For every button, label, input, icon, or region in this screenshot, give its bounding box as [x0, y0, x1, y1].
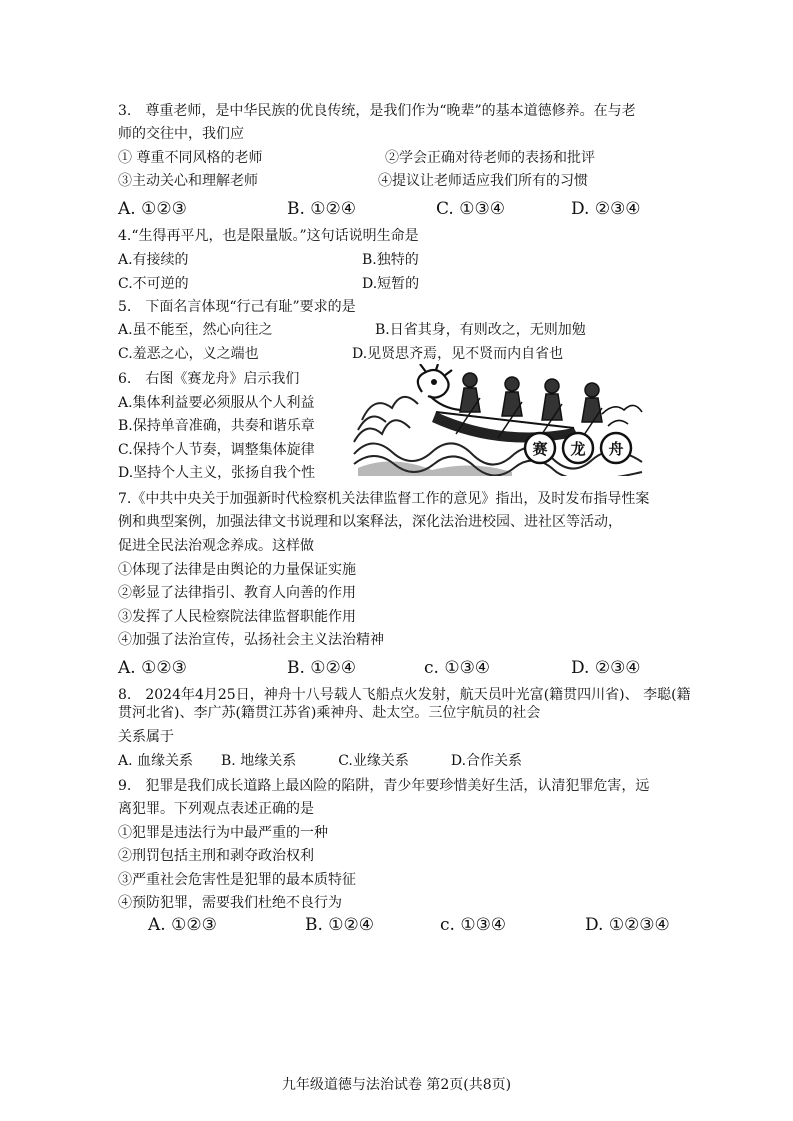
- q7-choice-b: B. ①②④: [287, 658, 357, 678]
- q7-stem-line2: 例和典型案例，加强法律文书说理和以案释法，深化法治进校园、进社区等活动，: [118, 514, 622, 530]
- q3-choice-b: B. ①②④: [287, 199, 357, 219]
- q9-option-4: ④预防犯罪，需要我们杜绝不良行为: [118, 895, 342, 911]
- dragon-boat-title-char-1: 赛: [532, 440, 548, 458]
- q7-option-1: ①体现了法律是由舆论的力量保证实施: [118, 562, 356, 578]
- dragon-boat-illustration: [352, 364, 644, 476]
- q6-choice-b: B.保持单音准确，共奏和谐乐章: [118, 418, 315, 434]
- q7-choice-c: c. ①③④: [424, 658, 491, 678]
- q3-option-3: ③主动关心和理解老师: [118, 173, 258, 189]
- q9-choice-b: B. ①②④: [305, 915, 375, 935]
- q9-stem-line1: 9. 犯罪是我们成长道路上最凶险的陷阱，青少年要珍惜美好生活，认清犯罪危害，远: [118, 778, 650, 794]
- dragon-boat-title-char-2: 龙: [570, 440, 586, 458]
- q9-choice-d: D. ①②③④: [585, 915, 670, 935]
- q5-choice-d: D.见贤思齐焉，见不贤而内自省也: [352, 346, 564, 362]
- q3-stem-line2: 师的交往中，我们应: [118, 126, 244, 142]
- q5-choice-a: A.虽不能至，然心向往之: [118, 322, 273, 338]
- q7-option-4: ④加强了法治宣传，弘扬社会主义法治精神: [118, 632, 384, 648]
- q9-stem-line2: 离犯罪。下列观点表述正确的是: [118, 801, 314, 817]
- q4-choice-b: B.独特的: [362, 252, 419, 268]
- q8-stem-line2: 贯河北省)、李广苏(籍贯江苏省)乘神舟、赴太空。三位宇航员的社会: [118, 705, 541, 721]
- q9-option-1: ①犯罪是违法行为中最严重的一种: [118, 825, 328, 841]
- dragon-boat-title-char-3: 舟: [608, 440, 624, 458]
- q7-option-3: ③发挥了人民检察院法律监督职能作用: [118, 609, 356, 625]
- q6-stem: 6. 右图《赛龙舟》启示我们: [118, 371, 300, 387]
- q7-stem-line3: 促进全民法治观念养成。这样做: [118, 538, 314, 554]
- q5-stem: 5. 下面名言体现“行己有耻”要求的是: [118, 299, 356, 315]
- q9-choice-c: c. ①③④: [440, 915, 507, 935]
- q8-stem-line3: 关系属于: [118, 729, 174, 745]
- q3-option-4: ④提议让老师适应我们所有的习惯: [378, 173, 588, 189]
- q9-choice-a: A. ①②③: [148, 915, 217, 935]
- q7-option-2: ②彰显了法律指引、教育人向善的作用: [118, 585, 356, 601]
- q6-choice-c: C.保持个人节奏，调整集体旋律: [118, 442, 315, 458]
- q5-choice-b: B.日省其身，有则改之，无则加勉: [375, 322, 586, 338]
- q7-choice-d: D. ②③④: [571, 658, 641, 678]
- q3-stem-line1: 3. 尊重老师，是中华民族的优良传统，是我们作为“晚辈”的基本道德修养。在与老: [118, 103, 636, 119]
- q4-choice-a: A.有接续的: [118, 252, 189, 268]
- q3-choice-a: A. ①②③: [118, 199, 187, 219]
- q8-choices: A. 血缘关系 B. 地缘关系 C.业缘关系 D.合作关系: [118, 753, 523, 769]
- q3-choice-d: D. ②③④: [571, 199, 641, 219]
- q6-choice-d: D.坚持个人主义，张扬自我个性: [118, 465, 316, 481]
- q3-option-2: ②学会正确对待老师的表扬和批评: [385, 150, 595, 166]
- page-footer: 九年级道德与法治试卷 第2页(共8页): [281, 1077, 512, 1093]
- q3-option-1: ① 尊重不同风格的老师: [118, 150, 263, 166]
- q3-choice-c: C. ①③④: [436, 199, 505, 219]
- q9-option-3: ③严重社会危害性是犯罪的最本质特征: [118, 872, 356, 888]
- q5-choice-c: C.羞恶之心，义之端也: [118, 346, 259, 362]
- q9-option-2: ②刑罚包括主刑和剥夺政治权利: [118, 848, 314, 864]
- q4-choice-c: C.不可逆的: [118, 276, 189, 292]
- q7-choice-a: A. ①②③: [118, 658, 187, 678]
- q4-stem: 4.“生得再平凡，也是限量版。”这句话说明生命是: [118, 228, 419, 244]
- q8-stem-line1: 8. 2024年4月25日，神舟十八号载人飞船点火发射，航天员叶光富(籍贯四川省)、 李聪(籍: [118, 687, 691, 703]
- q6-choice-a: A.集体利益要必须服从个人利益: [118, 395, 315, 411]
- q7-stem-line1: 7.《中共中央关于加强新时代检察机关法律监督工作的意见》指出，及时发布指导性案: [118, 491, 650, 507]
- q4-choice-d: D.短暂的: [362, 276, 420, 292]
